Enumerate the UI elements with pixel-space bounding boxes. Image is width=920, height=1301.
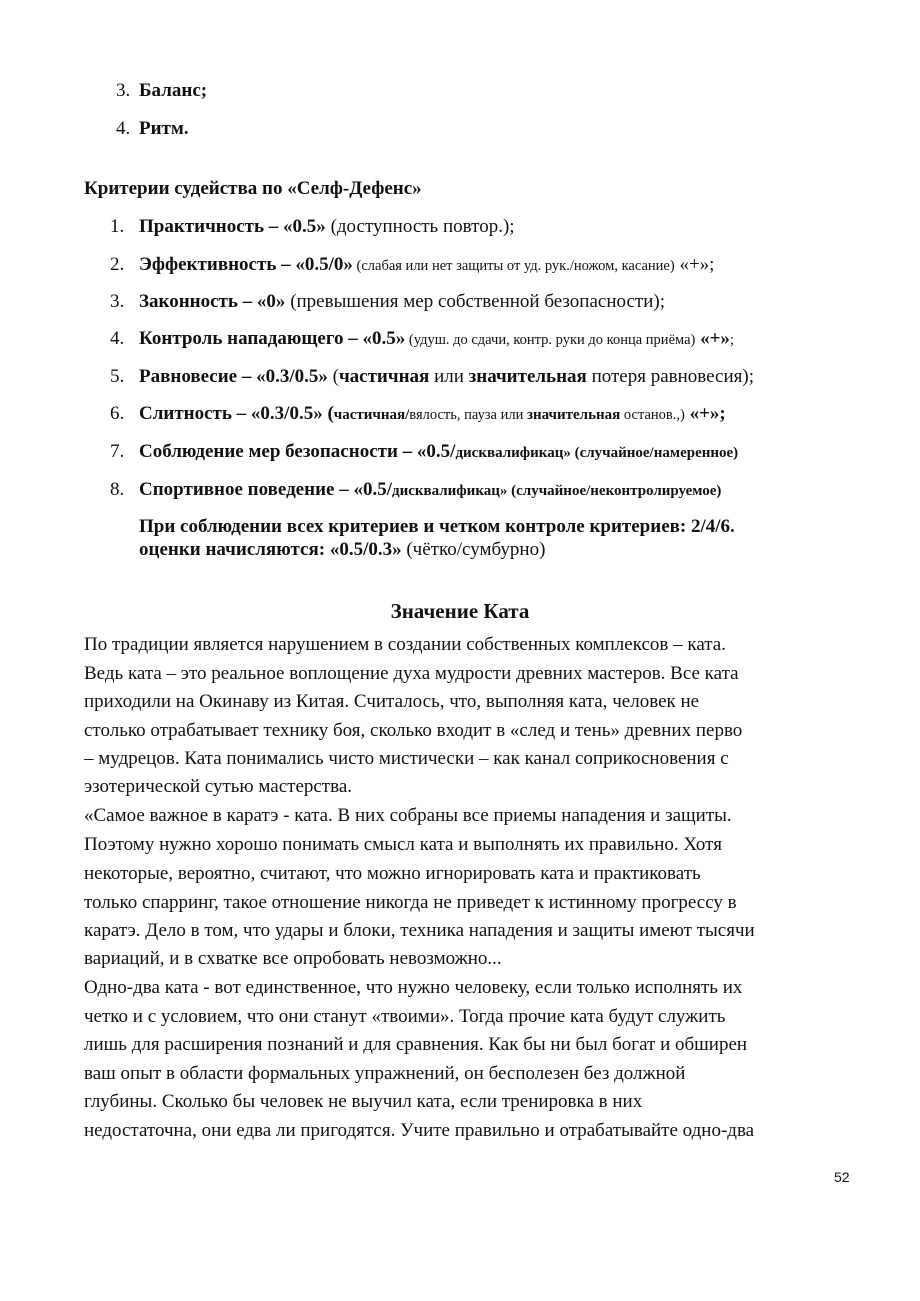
criterion-number: 7. [110, 441, 125, 462]
body-line: вариаций, и в схватке все опробовать невозможно... [84, 948, 502, 969]
criterion-number: 5. [110, 366, 125, 387]
section-title: Значение Ката [390, 599, 530, 623]
body-line: столько отрабатывает технику боя, сколько входит в «след и тень» древних перво [84, 720, 743, 741]
criterion-number: 3. [110, 291, 125, 312]
body-line: Ведь ката – это реальное воплощение духа мудрости древних мастеров. Все ката [84, 663, 739, 684]
body-line: ваш опыт в области формальных упражнений, он бесполезен без должной [84, 1063, 686, 1084]
criterion-effectiveness: Эффективность – «0.5/0» (слабая или нет защиты от уд. рук./ножом, касание) «+»; [139, 254, 715, 275]
criterion-attacker-control: Контроль нападающего – «0.5» (удуш. до сдачи, контр. руки до конца приёма) «+»; [139, 328, 734, 349]
scoring-note-line1: При соблюдении всех критериев и четком контроле критериев: 2/4/6. [139, 516, 735, 537]
body-line: глубины. Сколько бы человек не выучил ката, если тренировка в них [84, 1091, 643, 1112]
criterion-fluency: Слитность – «0.3/0.5» (частичная/вялость, пауза или значительная останов.,) «+»; [139, 403, 726, 424]
body-line: приходили на Окинаву из Китая. Считалось, что, выполняя ката, человек не [84, 691, 700, 712]
body-line: Одно-два ката - вот единственное, что нужно человеку, если только исполнять их [84, 977, 743, 998]
body-line: По традиции является нарушением в создании собственных комплексов – ката. [84, 634, 726, 655]
criterion-balance: Равновесие – «0.3/0.5» (частичная или значительная потеря равновесия); [139, 366, 755, 387]
scoring-note-line2: оценки начисляются: «0.5/0.3» (чётко/сумбурно) [139, 539, 546, 560]
body-line: Поэтому нужно хорошо понимать смысл ката и выполнять их правильно. Хотя [84, 834, 722, 855]
list-item-rhythm: Ритм. [139, 118, 189, 139]
criterion-number: 1. [110, 216, 125, 237]
criterion-sportsmanship: Спортивное поведение – «0.5/дисквалификац» (случайное/неконтролируемое) [139, 479, 722, 500]
list-number: 3. [116, 80, 131, 101]
criterion-legality: Законность – «0» (превышения мер собственной безопасности); [139, 291, 665, 312]
body-line: только спарринг, такое отношение никогда не приведет к истинному прогрессу в [84, 892, 737, 913]
body-line: четко и с условием, что они станут «твоими». Тогда прочие ката будут служить [84, 1006, 726, 1027]
body-line: недостаточна, они едва ли пригодятся. Учите правильно и отрабатывайте одно-два [84, 1120, 755, 1141]
list-item-balance: Баланс; [139, 80, 208, 101]
page-number: 52 [834, 1169, 850, 1185]
criterion-number: 2. [110, 254, 125, 275]
body-line: – мудрецов. Ката понимались чисто мистически – как канал соприкосновения с [84, 748, 729, 769]
body-line: каратэ. Дело в том, что удары и блоки, техника нападения и защиты имеют тысячи [84, 920, 755, 941]
criterion-number: 4. [110, 328, 125, 349]
criterion-safety: Соблюдение мер безопасности – «0.5/дисквалификац» (случайное/намеренное) [139, 441, 739, 462]
criterion-number: 8. [110, 479, 125, 500]
body-line: эзотерической сутью мастерства. [84, 776, 353, 797]
criterion-number: 6. [110, 403, 125, 424]
criteria-heading: Критерии судейства по «Селф-Дефенс» [84, 178, 422, 199]
body-line: «Самое важное в каратэ - ката. В них собраны все приемы нападения и защиты. [84, 805, 732, 826]
body-line: некоторые, вероятно, считают, что можно игнорировать ката и практиковать [84, 863, 701, 884]
criterion-practicality: Практичность – «0.5» (доступность повтор.); [139, 216, 515, 237]
list-number: 4. [116, 118, 131, 139]
body-line: лишь для расширения познаний и для сравнения. Как бы ни был богат и обширен [84, 1034, 748, 1055]
